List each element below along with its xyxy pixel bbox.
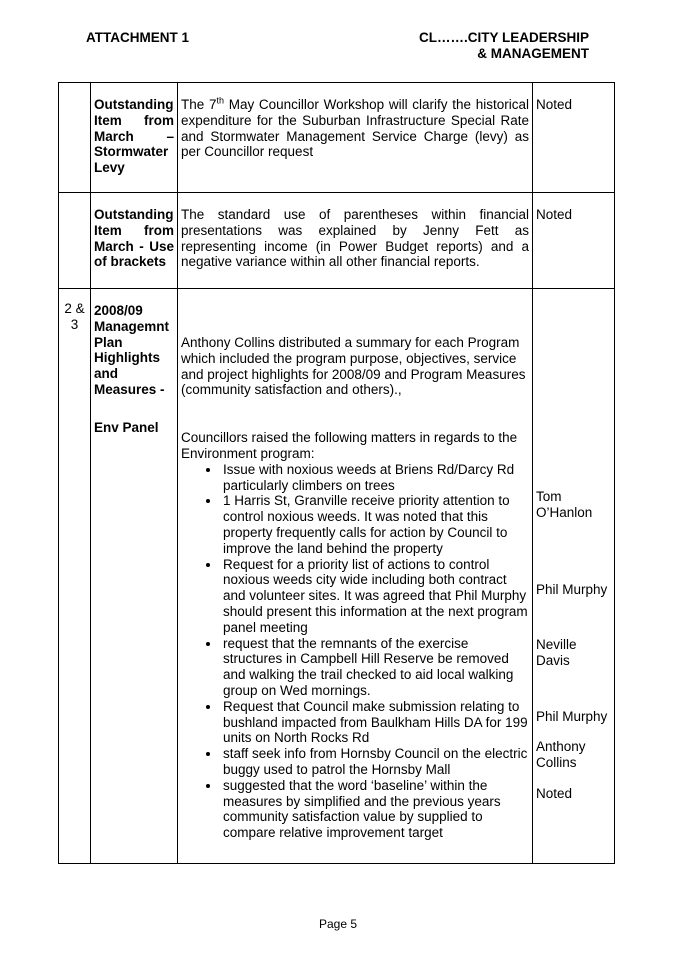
discussion-cell (178, 83, 533, 193)
action-assignee: Phil Murphy (536, 582, 608, 597)
list-item: • 1 Harris St, Granville receive priority attention to control noxious weeds. It was noted that this property frequently calls for action by Council to improve the land behind the property (221, 493, 529, 556)
discussion-text-cont: May Councillor Workshop will clarify the historical expenditure for the Suburban Infrastructure Special Rate and Stormwater Management Service Charge (levy) as per Councillor request (181, 97, 529, 160)
list-item: • Request for a priority list of actions to control noxious weeds city wide including both contract and volunteer sites. It was agreed that Phil Murphy should present this information at the next program panel meeting (221, 557, 529, 636)
action-assignee: Noted (536, 786, 573, 801)
minutes-table (58, 82, 615, 864)
discussion-text: Anthony Collins distributed a summary for each Program which included the program purpose, objectives, service and project highlights for 2008/09 and Program Measures (community satisfaction and others)., (181, 335, 526, 398)
action-assignee: Anthony Collins (536, 739, 586, 770)
action-assignee: Phil Murphy (536, 709, 608, 724)
attachment-label: ATTACHMENT 1 (86, 30, 189, 45)
item-number-cell: 2 & 3 (59, 289, 91, 864)
ordinal-suffix: th (216, 95, 224, 106)
subject-cell (91, 289, 178, 864)
list-item: • staff seek info from Hornsby Council on the electric buggy used to patrol the Hornsby Mall (221, 746, 529, 778)
item-number-cell (59, 83, 91, 193)
table-row (59, 289, 615, 864)
discussion-cell: The standard use of parentheses within financial presentations was explained by Jenny Fett as representing income (in Power Budget reports) and a negative variance within all other financial reports. (178, 193, 533, 289)
list-item: • Request that Council make submission relating to bushland impacted from Baulkham Hills DA for 199 units on North Rocks Rd (221, 699, 529, 746)
discussion-cell (178, 289, 533, 864)
action-cell: Noted (533, 193, 615, 289)
department-heading (419, 30, 589, 62)
subject-text: 2008/09 Managemnt Plan Highlights and Measures - (94, 303, 170, 397)
action-cell (533, 289, 615, 864)
table-row (59, 83, 615, 193)
action-assignee: Neville Davis (536, 637, 577, 668)
list-item: • Issue with noxious weeds at Briens Rd/Darcy Rd particularly climbers on trees (221, 462, 529, 494)
discussion-text: The 7 (181, 97, 217, 112)
page-number: Page 5 (318, 917, 358, 931)
sub-intro-text: Councillors raised the following matters in regards to the Environment program: (181, 430, 518, 461)
sub-subject-text: Env Panel (94, 419, 159, 435)
subject-cell: Outstanding Item from March – Stormwater Levy (91, 83, 178, 193)
department-heading-line1: CL…….CITY LEADERSHIP (418, 30, 589, 45)
department-heading-line2: & MANAGEMENT (477, 46, 589, 61)
item-number-cell (59, 193, 91, 289)
matters-list (181, 462, 529, 841)
table-row (59, 193, 615, 289)
list-item: • request that the remnants of the exercise structures in Campbell Hill Reserve be removed and walking the trail checked to aid local walking group on Wed mornings. (221, 636, 529, 699)
action-cell: Noted (533, 83, 615, 193)
action-assignee: Tom O’Hanlon (536, 489, 593, 520)
subject-cell: Outstanding Item from March - Use of brackets (91, 193, 178, 289)
list-item: • suggested that the word ‘baseline’ within the measures by simplified and the previous years community satisfaction value by supplied to compare relative improvement target (221, 778, 529, 841)
